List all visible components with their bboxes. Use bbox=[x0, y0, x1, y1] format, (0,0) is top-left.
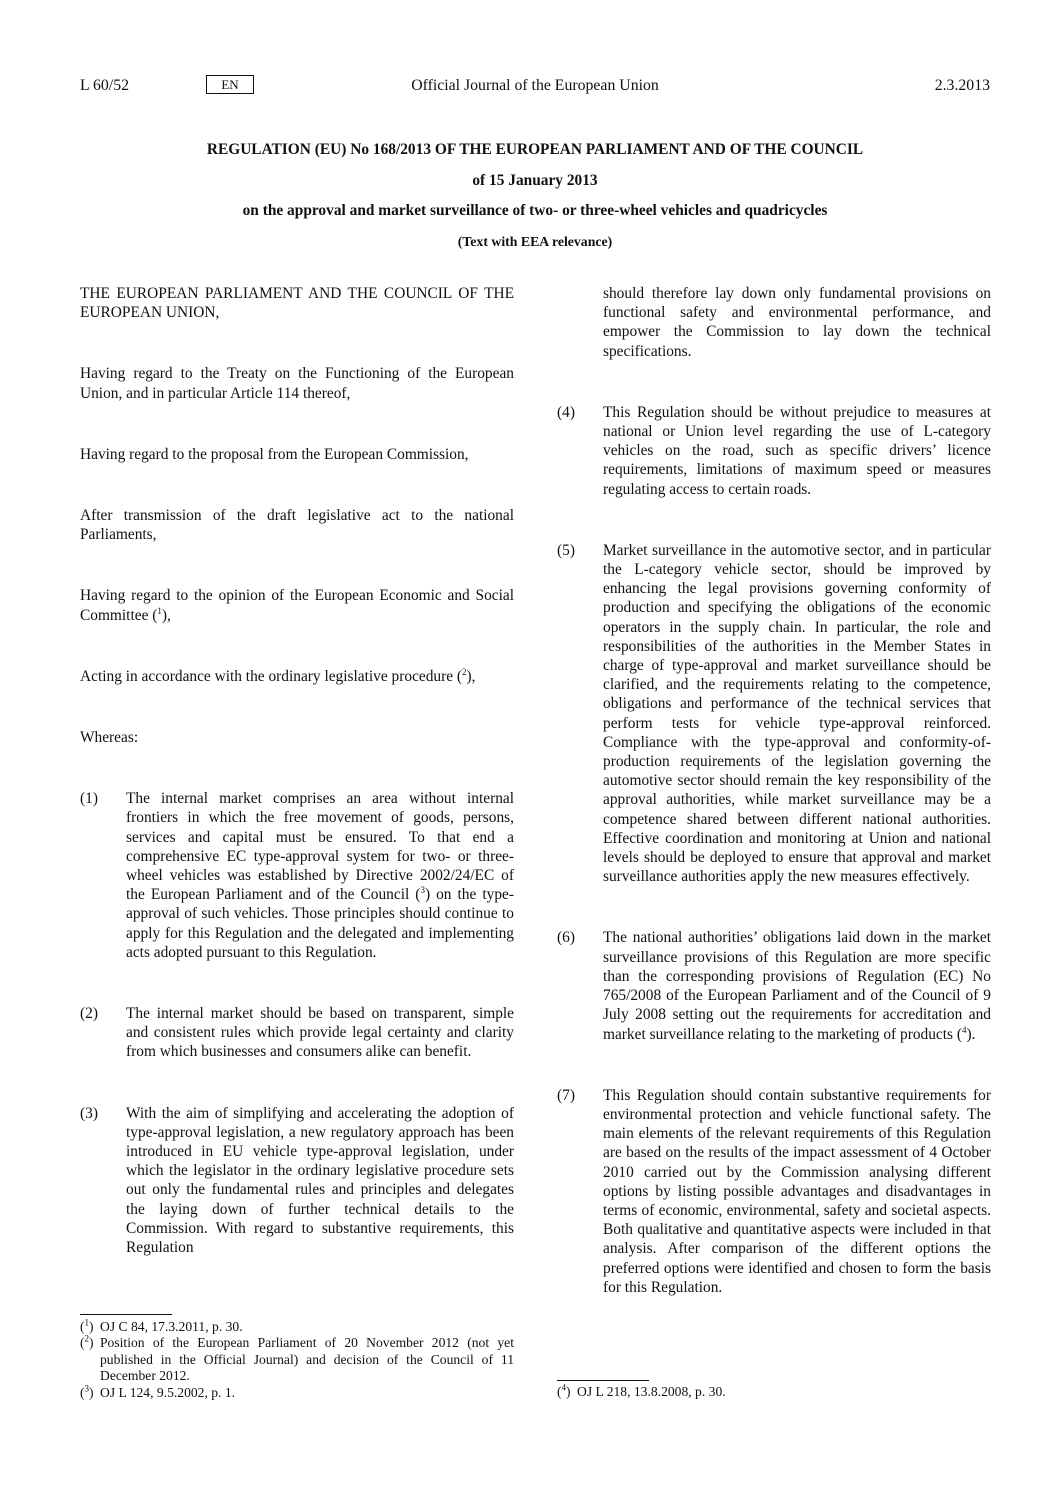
recital-4: (4) This Regulation should be without prejudice to measures at national or Union level regarding the use of L-category vehicles on the road, such as specific drivers’ licence requirements, limitations of maximum speed or measures regulating access to certain roads. bbox=[557, 403, 991, 498]
recital-5: (5) Market surveillance in the automotive sector, and in particular the L-category vehicle sector, should be improved by enhancing the legal provisions governing conformity of production and specifying the obligations of the economic operators in the supply chain. In particular, the role and responsibilities of the authorities in the Member States in charge of type-approval and market surveillance should be clarified, and the requirements relating to the competence, obligations and performance of the technical services that perform tests for vehicle type-approval reinforced. Compliance with the type-approval and conformity-of-production requirements of the legislation governing the automotive sector should remain the key responsibility of the approval authorities, while market surveillance may be a competence shared between different national authorities. Effective coordination and monitoring at Union and national levels should be deployed to ensure that approval and market surveillance authorities apply the new measures effectively. bbox=[557, 541, 991, 886]
footnote-ref[interactable]: 3 bbox=[420, 885, 425, 896]
right-column bbox=[557, 284, 991, 1297]
footnote-label: 1 bbox=[84, 1317, 90, 1328]
footnote-divider bbox=[80, 1314, 172, 1315]
footnote-ref[interactable]: 2 bbox=[462, 666, 467, 677]
left-column bbox=[80, 284, 514, 1257]
treaty-paragraph: Having regard to the Treaty on the Functioning of the European Union, and in particular Article 114 thereof, bbox=[80, 365, 514, 402]
recital-number: (5) bbox=[557, 541, 575, 559]
whereas-heading: Whereas: bbox=[80, 729, 139, 747]
regulation-title: REGULATION (EU) No 168/2013 OF THE EUROPEAN PARLIAMENT AND OF THE COUNCIL bbox=[206, 141, 864, 158]
procedure-paragraph: Acting in accordance with the ordinary legislative procedure ($^2$), bbox=[80, 666, 476, 685]
footnote-ref[interactable]: 4 bbox=[962, 1024, 967, 1035]
page-reference: L 60/52 bbox=[80, 77, 129, 94]
footnote-item: ($^3$) OJ L 124, 9.5.2002, p. 1. bbox=[80, 1383, 236, 1400]
proposal-paragraph: Having regard to the proposal from the European Commission, bbox=[80, 445, 469, 463]
page-header bbox=[80, 76, 990, 98]
language-badge: EN bbox=[206, 75, 254, 94]
recital-number: (3) bbox=[80, 1104, 98, 1122]
recital-number: (2) bbox=[80, 1005, 98, 1023]
recital-number: (4) bbox=[557, 403, 575, 421]
footnote-divider bbox=[557, 1380, 649, 1381]
footnote-item: ($^4$) OJ L 218, 13.8.2008, p. 30. bbox=[557, 1382, 726, 1399]
regulation-date: of 15 January 2013 bbox=[472, 172, 598, 189]
footnote-label: 4 bbox=[561, 1382, 567, 1393]
intro-paragraph: THE EUROPEAN PARLIAMENT AND THE COUNCIL OF THE EUROPEAN UNION, bbox=[80, 285, 514, 322]
recital-number: (1) bbox=[80, 790, 98, 808]
publication-date: 2.3.2013 bbox=[934, 77, 990, 94]
footnotes-right bbox=[557, 1384, 991, 1400]
opinion-paragraph: Having regard to the opinion of the European Economic and Social Committee ($^1$), bbox=[80, 587, 514, 624]
footnote-label: 2 bbox=[84, 1333, 90, 1344]
footnote-item: ($^2$) Position of the European Parliament of 20 November 2012 (not yet published in the Official Journal) and decision of the Council of 11 December 2012. bbox=[80, 1333, 514, 1384]
journal-title: Official Journal of the European Union bbox=[411, 77, 659, 94]
recital-number: (6) bbox=[557, 929, 575, 947]
footnote-ref[interactable]: 1 bbox=[157, 605, 162, 616]
footnote-label: 3 bbox=[84, 1383, 90, 1394]
recital-2: (2) The internal market should be based on transparent, simple and consistent rules which provide legal certainty and clarity from which businesses and consumers alike can benefit. bbox=[80, 1005, 514, 1061]
recital-7: (7) This Regulation should contain substantive requirements for environmental protection and vehicle functional safety. The main elements of the relevant requirements of this Regulation are based on the results of the impact assessment of 4 October 2010 carried out by the Commission analysing different options by listing possible advantages and disadvantages in terms of economic, environmental, safety and societal aspects. Both qualitative and quantitative aspects were included in that analysis. After comparison of the different options the preferred options were identified and chosen to form the basis for this Regulation. bbox=[557, 1086, 991, 1296]
regulation-subject: on the approval and market surveillance of two- or three-wheel vehicles and quadricycles bbox=[242, 202, 828, 219]
recital-number: (7) bbox=[557, 1086, 575, 1104]
recital-1: (1) The internal market comprises an area without internal frontiers in which the free movement of goods, persons, services and capital must be ensured. To that end a comprehensive EC type-approval system for two- or three-wheel vehicles was established by Directive 2002/24/EC of the European Parliament and of the Council ($^3$) on the type-approval of such vehicles. Those principles should continue to apply for this Regulation and the delegated and implementing acts adopted pursuant to this Regulation. bbox=[80, 790, 514, 961]
footnotes-left bbox=[80, 1319, 514, 1401]
recital-3: (3) With the aim of simplifying and accelerating the adoption of type-approval legislation, a new regulatory approach has been introduced in EU vehicle type-approval legislation, under which the legislator in the ordinary legislative procedure sets out only the fundamental rules and principles and delegates the laying down of further technical details to the Commission. With regard to substantive requirements, this Regulation bbox=[80, 1104, 514, 1257]
transmission-paragraph: After transmission of the draft legislative act to the national Parliaments, bbox=[80, 507, 514, 544]
recital-6: (6) The national authorities’ obligations laid down in the market surveillance provisions of this Regulation are more specific than the corresponding provisions of Regulation (EC) No 765/2008 of the European Parliament and of the Council of 9 July 2008 setting out the requirements for accreditation and market surveillance relating to the marketing of products ($^4$). bbox=[557, 929, 991, 1043]
footnote-item: ($^1$) OJ C 84, 17.3.2011, p. 30. bbox=[80, 1317, 243, 1334]
eea-relevance: (Text with EEA relevance) bbox=[457, 234, 613, 249]
recital-3-continued: should therefore lay down only fundamental provisions on functional safety and environmental performance, and empower the Commission to lay down the technical specifications. bbox=[603, 285, 991, 360]
